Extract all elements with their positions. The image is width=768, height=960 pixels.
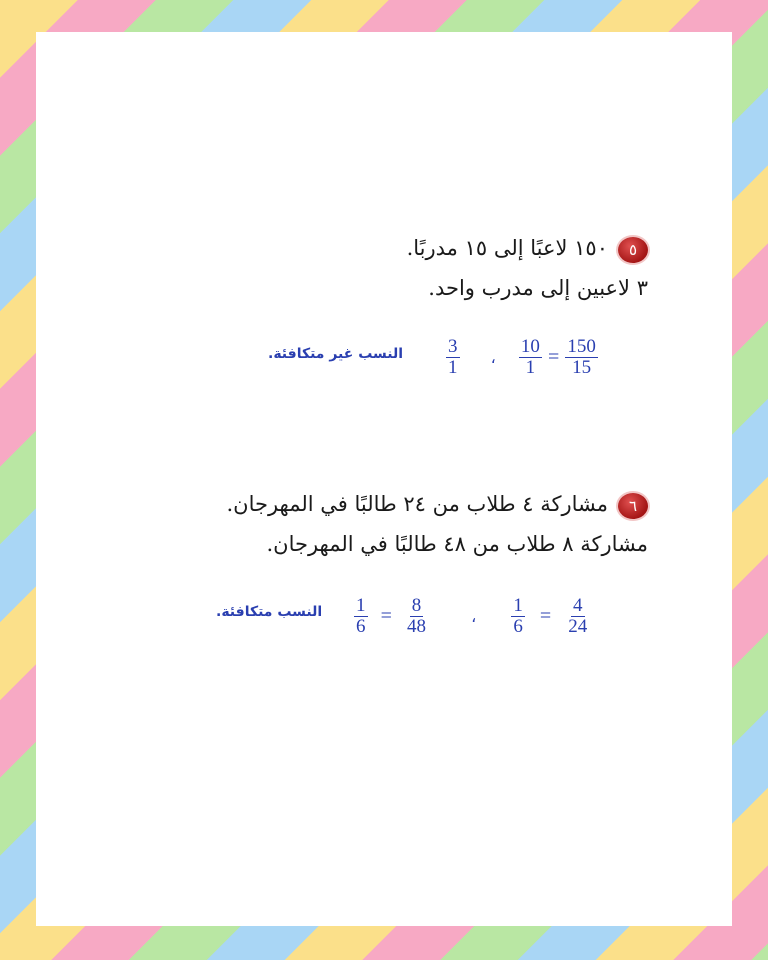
denominator: 24 xyxy=(568,616,588,637)
problem-5-answer xyxy=(446,337,598,378)
fraction xyxy=(511,596,525,637)
denominator: 1 xyxy=(525,357,536,378)
equals-sign: = xyxy=(380,605,392,627)
equals-sign: = xyxy=(547,346,560,368)
problem-6-line-2: مشاركة ٨ طلاب من ٤٨ طالبًا في المهرجان. xyxy=(266,532,648,556)
problem-6-conclusion: النسب متكافئة. xyxy=(216,604,323,620)
separator: ، xyxy=(471,607,477,626)
problem-5-conclusion: النسب غير متكافئة. xyxy=(268,346,404,362)
fraction xyxy=(566,596,589,637)
denominator: 1 xyxy=(448,357,458,378)
problem-5-line-1 xyxy=(407,228,648,268)
problem-6-line-1 xyxy=(226,484,648,524)
numerator: 1 xyxy=(513,595,523,616)
numerator: 10 xyxy=(520,336,540,357)
equals-sign: = xyxy=(539,605,552,627)
problem-number-badge: ٦ xyxy=(618,493,648,519)
separator: ، xyxy=(490,348,496,367)
problem-number-badge: ٥ xyxy=(618,237,648,263)
denominator: 6 xyxy=(356,616,366,637)
problem-6 xyxy=(226,484,648,564)
fraction xyxy=(519,337,542,378)
denominator: 15 xyxy=(572,357,592,378)
problem-6-answer xyxy=(354,596,589,637)
worksheet-page xyxy=(36,32,732,926)
numerator: 3 xyxy=(448,336,458,357)
problem-5 xyxy=(407,228,648,308)
numerator: 4 xyxy=(573,595,583,616)
numerator: 8 xyxy=(411,595,422,616)
denominator: 6 xyxy=(513,616,523,637)
fraction xyxy=(405,596,428,637)
fraction xyxy=(565,337,598,378)
problem-text: ١٥٠ لاعبًا إلى ١٥ مدربًا. xyxy=(406,236,608,260)
fraction xyxy=(446,337,460,378)
problem-5-line-2: ٣ لاعبين إلى مدرب واحد. xyxy=(428,276,648,300)
problem-text: مشاركة ٤ طلاب من ٢٤ طالبًا في المهرجان. xyxy=(226,492,608,516)
denominator: 48 xyxy=(406,616,426,637)
numerator: 1 xyxy=(356,595,366,616)
numerator: 150 xyxy=(567,336,596,357)
fraction xyxy=(354,596,368,637)
